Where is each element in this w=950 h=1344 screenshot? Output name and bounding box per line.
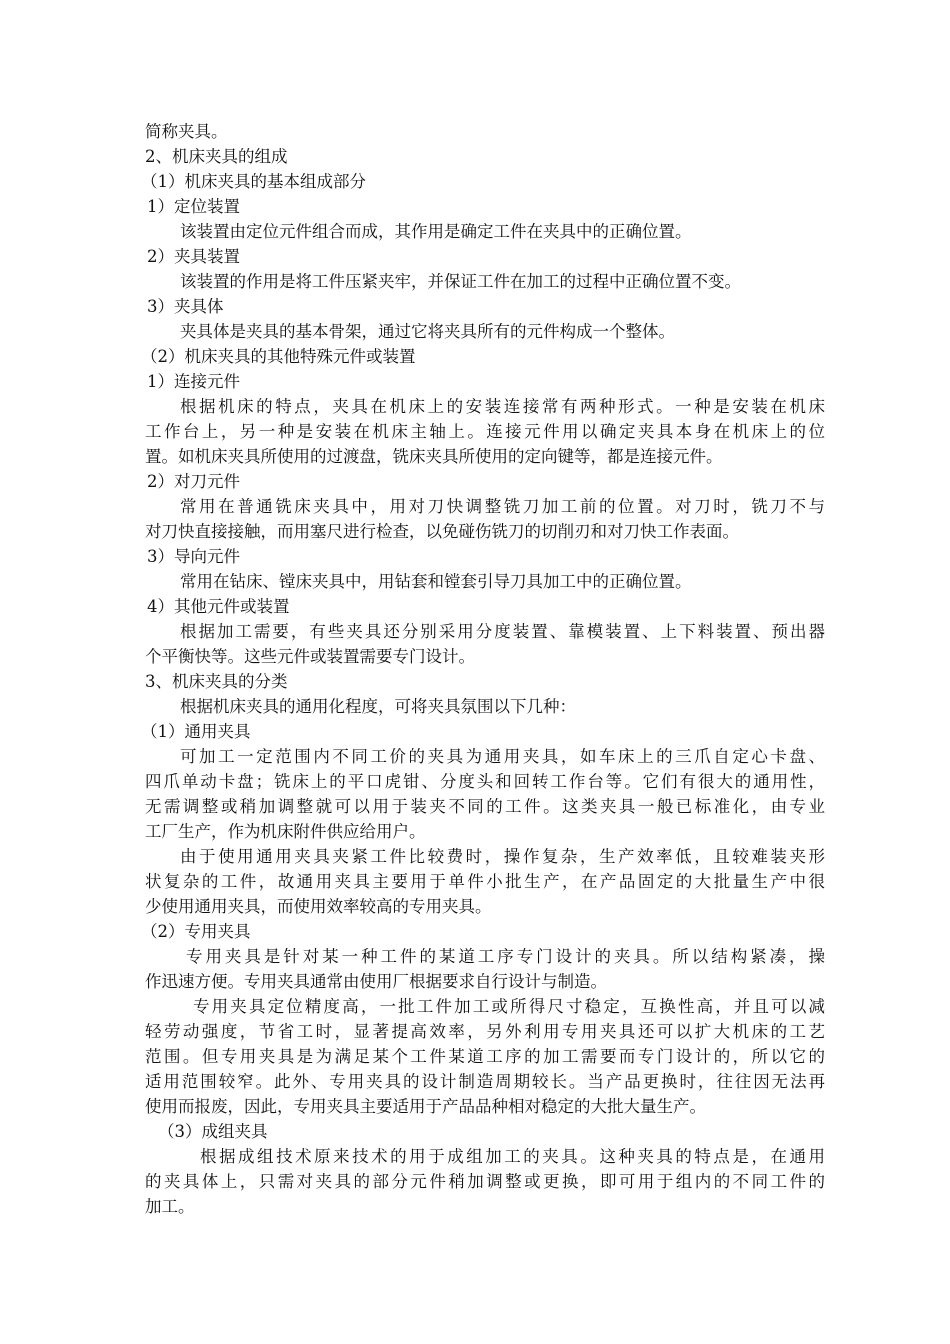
- text-line: 夹具体是夹具的基本骨架，通过它将夹具所有的元件构成一个整体。: [180, 322, 675, 341]
- text-line: 简称夹具。: [145, 122, 228, 141]
- section-heading: 3、机床夹具的分类: [145, 672, 288, 691]
- text-line: 少使用通用夹具，而使用效率较高的专用夹具。: [145, 897, 492, 916]
- text-line: 常用在钻床、镗床夹具中，用钻套和镗套引导刀具加工中的正确位置。: [180, 572, 692, 591]
- subsection-heading: （1）机床夹具的基本组成部分: [141, 172, 366, 191]
- text-line: 可加工一定范围内不同工价的夹具为通用夹具，如车床上的三爪自定心卡盘、: [180, 747, 825, 766]
- text-line: 工作台上，另一种是安装在机床主轴上。连接元件用以确定夹具本身在机床上的位: [145, 422, 825, 441]
- subsection-heading: （2）机床夹具的其他特殊元件或装置: [141, 347, 416, 366]
- text-line: 状复杂的工件，故通用夹具主要用于单件小批生产，在产品固定的大批量生产中很: [145, 872, 825, 891]
- item-heading: 2）夹具装置: [147, 247, 240, 266]
- item-heading: 2）对刀元件: [147, 472, 240, 491]
- text-line: 适用范围较窄。此外、专用夹具的设计制造周期较长。当产品更换时，往往因无法再: [145, 1072, 825, 1091]
- text-line: 无需调整或稍加调整就可以用于装夹不同的工件。这类夹具一般已标准化，由专业: [145, 797, 825, 816]
- text-line: 加工。: [145, 1197, 195, 1216]
- text-line: 轻劳动强度，节省工时，显著提高效率，另外利用专用夹具还可以扩大机床的工艺: [145, 1022, 825, 1041]
- text-line: 根据加工需要，有些夹具还分别采用分度装置、靠模装置、上下料装置、预出器: [180, 622, 825, 641]
- text-line: 专用夹具是针对某一种工件的某道工序专门设计的夹具。所以结构紧凑，操: [186, 947, 825, 966]
- item-heading: 3）导向元件: [147, 547, 240, 566]
- item-heading: 4）其他元件或装置: [147, 597, 290, 616]
- text-line: 根据机床夹具的通用化程度，可将夹具氛围以下几种：: [180, 697, 576, 716]
- item-heading: 1）定位装置: [147, 197, 240, 216]
- subsection-heading: （1）通用夹具: [141, 722, 251, 741]
- text-line: 个平衡快等。这些元件或装置需要专门设计。: [145, 647, 475, 666]
- text-line: 根据机床的特点，夹具在机床上的安装连接常有两种形式。一种是安装在机床: [180, 397, 825, 416]
- text-line: 由于使用通用夹具夹紧工件比较费时，操作复杂，生产效率低，且较难装夹形: [180, 847, 825, 866]
- text-line: 作迅速方便。专用夹具通常由使用厂根据要求自行设计与制造。: [145, 972, 607, 991]
- text-line: 该装置的作用是将工件压紧夹牢，并保证工件在加工的过程中正确位置不变。: [180, 272, 741, 291]
- text-line: 的夹具体上，只需对夹具的部分元件稍加调整或更换，即可用于组内的不同工件的: [145, 1172, 825, 1191]
- text-line: 根据成组技术原来技术的用于成组加工的夹具。这种夹具的特点是，在通用: [200, 1147, 825, 1166]
- section-heading: 2、机床夹具的组成: [145, 147, 288, 166]
- text-line: 专用夹具定位精度高，一批工件加工或所得尺寸稳定，互换性高，并且可以减: [193, 997, 825, 1016]
- text-line: 该装置由定位元件组合而成，其作用是确定工件在夹具中的正确位置。: [180, 222, 692, 241]
- text-line: 范围。但专用夹具是为满足某个工件某道工序的加工需要而专门设计的，所以它的: [145, 1047, 825, 1066]
- text-line: 常用在普通铣床夹具中，用对刀快调整铣刀加工前的位置。对刀时，铣刀不与: [180, 497, 825, 516]
- text-line: 置。如机床夹具所使用的过渡盘，铣床夹具所使用的定向键等，都是连接元件。: [145, 447, 723, 466]
- text-line: 使用而报废，因此，专用夹具主要适用于产品品种相对稳定的大批大量生产。: [145, 1097, 706, 1116]
- text-line: 工厂生产，作为机床附件供应给用户。: [145, 822, 426, 841]
- text-line: 对刀快直接接触，而用塞尺进行检查，以免碰伤铣刀的切削刃和对刀快工作表面。: [145, 522, 739, 541]
- subsection-heading: （3）成组夹具: [158, 1122, 268, 1141]
- item-heading: 1）连接元件: [147, 372, 240, 391]
- subsection-heading: （2）专用夹具: [141, 922, 251, 941]
- item-heading: 3）夹具体: [147, 297, 224, 316]
- text-line: 四爪单动卡盘；铣床上的平口虎钳、分度头和回转工作台等。它们有很大的通用性，: [145, 772, 825, 791]
